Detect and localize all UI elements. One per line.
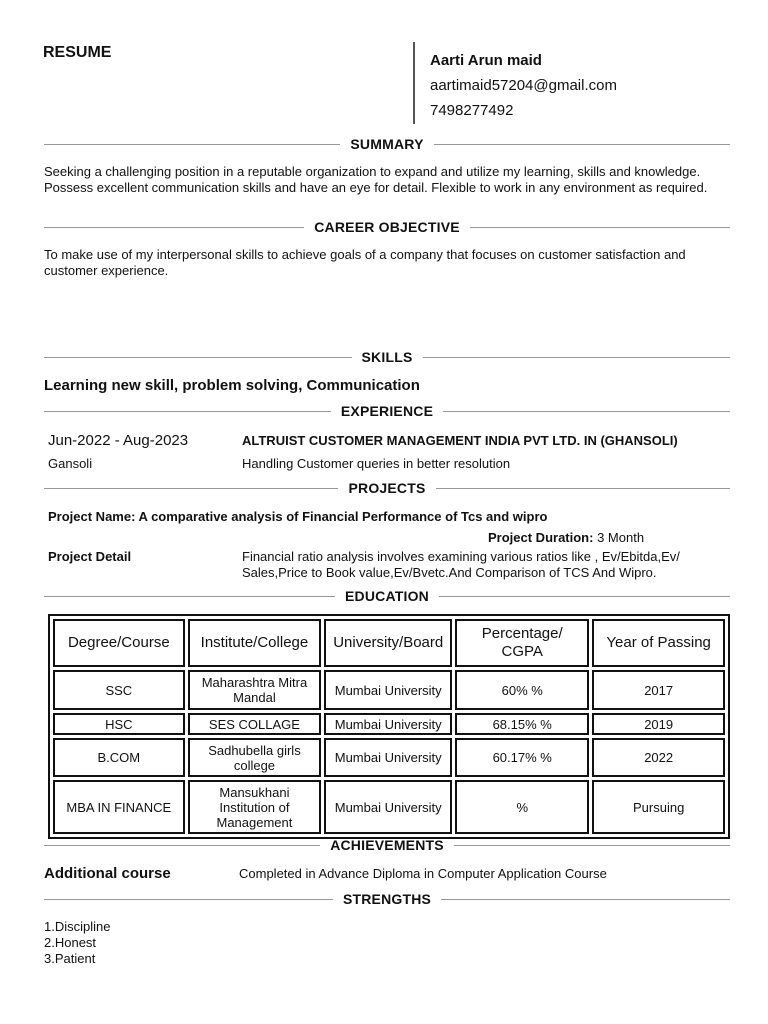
table-cell: Mumbai University <box>324 713 452 735</box>
section-skills-label: SKILLS <box>361 349 413 365</box>
project-name: Project Name: A comparative analysis of Financial Performance of Tcs and wipro <box>48 509 548 524</box>
candidate-name: Aarti Arun maid <box>430 52 542 69</box>
table-cell: Mumbai University <box>324 738 452 777</box>
education-table <box>48 614 730 839</box>
table-cell: 2017 <box>592 670 725 710</box>
section-summary-label: SUMMARY <box>350 136 424 152</box>
project-duration-value: 3 Month <box>597 530 645 545</box>
table-row <box>53 738 725 777</box>
list-item: 1.Discipline <box>44 919 111 934</box>
table-cell: HSC <box>53 713 185 735</box>
experience-company: ALTRUIST CUSTOMER MANAGEMENT INDIA PVT LTD. IN (GHANSOLI) <box>242 433 678 448</box>
project-duration <box>488 530 644 545</box>
table-cell: Pursuing <box>592 780 725 834</box>
candidate-email[interactable]: aartimaid57204@gmail.com <box>430 77 617 94</box>
education-col-year: Year of Passing <box>592 619 725 667</box>
table-cell: SSC <box>53 670 185 710</box>
section-achievements-label: ACHIEVEMENTS <box>330 837 444 853</box>
table-cell: Mumbai University <box>324 670 452 710</box>
section-objective-heading <box>44 218 730 236</box>
table-row <box>53 670 725 710</box>
strengths-list <box>44 919 110 967</box>
section-education-heading <box>44 587 730 605</box>
education-col-degree: Degree/Course <box>53 619 185 667</box>
section-objective-label: CAREER OBJECTIVE <box>314 219 460 235</box>
table-row <box>53 780 725 834</box>
header-divider <box>413 42 415 124</box>
section-experience-label: EXPERIENCE <box>340 403 434 419</box>
section-summary-heading <box>44 135 730 153</box>
section-projects-heading <box>44 479 730 497</box>
objective-text: To make use of my interpersonal skills to achieve goals of a company that focuses on customer satisfaction and customer experience. <box>44 247 686 278</box>
section-education-label: EDUCATION <box>345 588 429 604</box>
project-detail-text: Financial ratio analysis involves examining various ratios like , Ev/Ebitda,Ev/ Sales,Price to Book value,Ev/Bvetc.And Comparison of TCS And Wipro. <box>242 549 680 580</box>
table-cell: 60.17% % <box>455 738 589 777</box>
education-col-percentage: Percentage/ CGPA <box>455 619 589 667</box>
candidate-phone[interactable]: 7498277492 <box>430 102 514 119</box>
section-achievements-heading <box>44 836 730 854</box>
table-cell: Mumbai University <box>324 780 452 834</box>
experience-location: Gansoli <box>48 456 93 471</box>
education-header-row <box>53 619 725 667</box>
table-cell: Sadhubella girls college <box>188 738 322 777</box>
achievement-label: Additional course <box>44 865 171 882</box>
table-cell: Mansukhani Institution of Management <box>188 780 322 834</box>
table-cell: 60% % <box>455 670 589 710</box>
table-cell: MBA IN FINANCE <box>53 780 185 834</box>
project-duration-label: Project Duration: <box>488 530 594 545</box>
education-col-institute: Institute/College <box>188 619 322 667</box>
list-item: 2.Honest <box>44 935 97 950</box>
table-cell: % <box>455 780 589 834</box>
table-row <box>53 713 725 735</box>
achievement-text: Completed in Advance Diploma in Computer Application Course <box>239 866 607 881</box>
skills-text: Learning new skill, problem solving, Communication <box>44 377 420 394</box>
section-strengths-label: STRENGTHS <box>342 891 432 907</box>
table-cell: Maharashtra Mitra Mandal <box>188 670 322 710</box>
education-col-university: University/Board <box>324 619 452 667</box>
resume-title: RESUME <box>43 44 112 61</box>
table-cell: 68.15% % <box>455 713 589 735</box>
section-skills-heading <box>44 348 730 366</box>
summary-text: Seeking a challenging position in a reputable organization to expand and utilize my learning, skills and knowledge. Possess excellent communication skills and have an eye for detail. Flexible to work in any environment as required. <box>44 164 708 195</box>
experience-dates: Jun-2022 - Aug-2023 <box>48 432 189 449</box>
table-cell: 2022 <box>592 738 725 777</box>
table-cell: SES COLLAGE <box>188 713 322 735</box>
list-item: 3.Patient <box>44 951 96 966</box>
table-cell: 2019 <box>592 713 725 735</box>
table-cell: B.COM <box>53 738 185 777</box>
experience-role: Handling Customer queries in better resolution <box>242 456 511 471</box>
project-detail-label: Project Detail <box>48 549 132 564</box>
section-strengths-heading <box>44 890 730 908</box>
section-projects-label: PROJECTS <box>348 480 426 496</box>
section-experience-heading <box>44 402 730 420</box>
